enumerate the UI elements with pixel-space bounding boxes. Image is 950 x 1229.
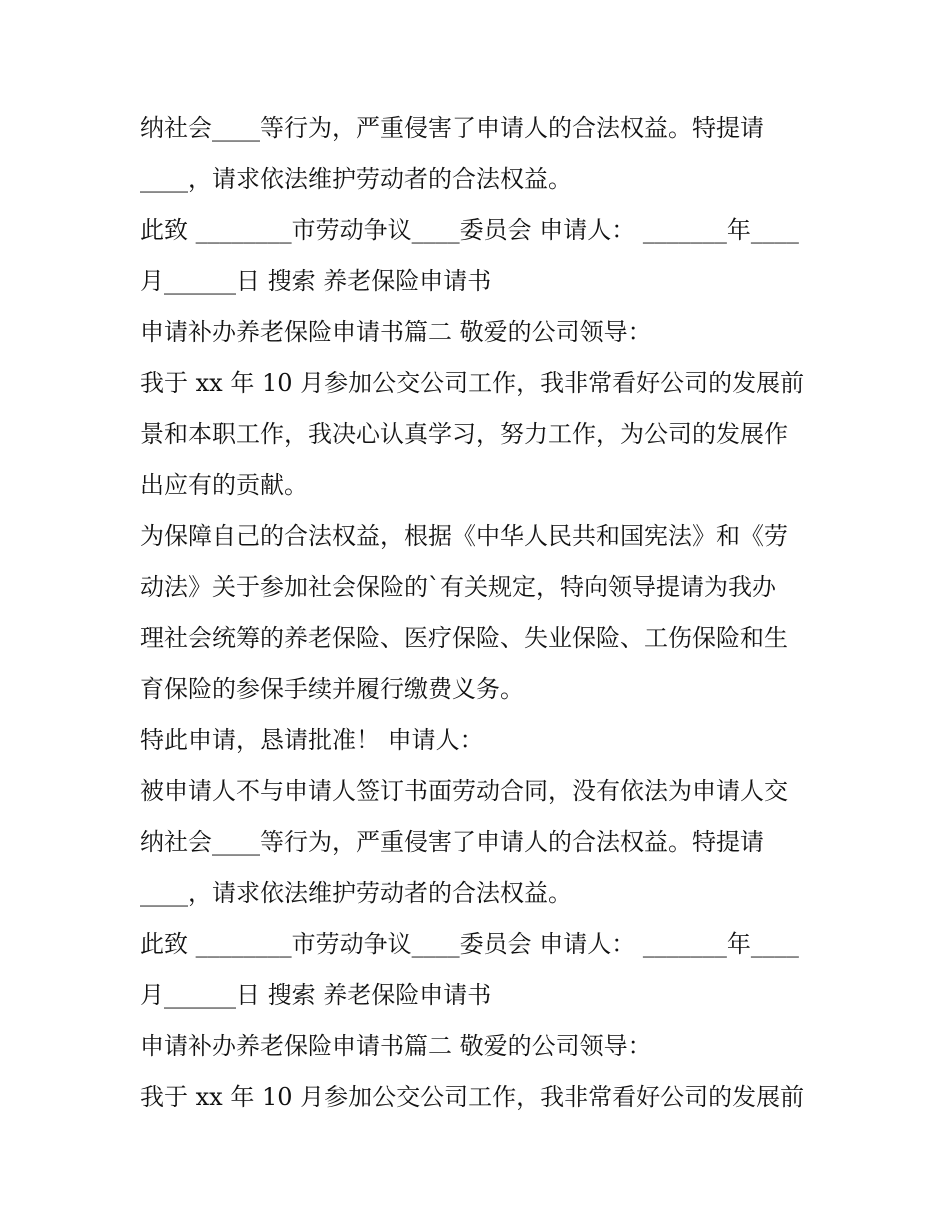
text-line: 申请补办养老保险申请书篇二 敬爱的公司领导： (140, 318, 652, 346)
text-line: 我于 xx 年 10 月参加公交公司工作，我非常看好公司的发展前 (140, 369, 805, 397)
text-line: 被申请人不与申请人签订书面劳动合同，没有依法为申请人交 (140, 777, 788, 805)
text-line: 动法》关于参加社会保险的`有关规定，特向领导提请为我办 (140, 573, 776, 601)
text-line: 此致 ________市劳动争议____委员会 申请人： _______年____ (140, 930, 799, 958)
text-line: 月______日 搜索 养老保险申请书 (140, 981, 492, 1009)
text-line: 申请补办养老保险申请书篇二 敬爱的公司领导： (140, 1032, 652, 1060)
text-line: 纳社会____等行为，严重侵害了申请人的合法权益。特提请 (140, 114, 764, 142)
text-line: ____，请求依法维护劳动者的合法权益。 (140, 165, 572, 193)
text-line: 纳社会____等行为，严重侵害了申请人的合法权益。特提请 (140, 828, 764, 856)
text-line: ____，请求依法维护劳动者的合法权益。 (140, 879, 572, 907)
text-line: 此致 ________市劳动争议____委员会 申请人： _______年____ (140, 216, 799, 244)
text-line: 出应有的贡献。 (140, 471, 308, 499)
text-line: 为保障自己的合法权益，根据《中华人民共和国宪法》和《劳 (140, 522, 788, 550)
text-line: 理社会统筹的养老保险、医疗保险、失业保险、工伤保险和生 (140, 624, 788, 652)
text-line: 月______日 搜索 养老保险申请书 (140, 267, 492, 295)
text-line: 特此申请，恳请批准！ 申请人： (140, 726, 484, 754)
text-line: 景和本职工作，我决心认真学习，努力工作，为公司的发展作 (140, 420, 788, 448)
text-line: 我于 xx 年 10 月参加公交公司工作，我非常看好公司的发展前 (140, 1083, 805, 1111)
text-line: 育保险的参保手续并履行缴费义务。 (140, 675, 524, 703)
